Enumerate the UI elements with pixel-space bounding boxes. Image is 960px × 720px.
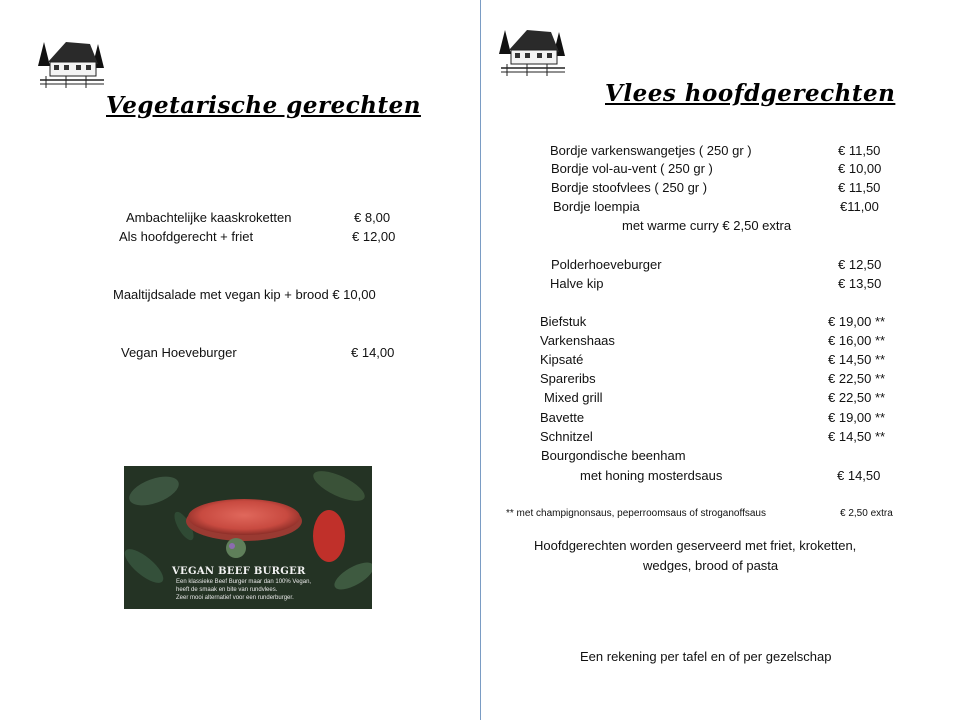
menu-item-name: Ambachtelijke kaaskroketten [126, 210, 292, 225]
menu-item-name: Bordje stoofvlees ( 250 gr ) [551, 180, 708, 195]
menu-item-name: Vegan Hoeveburger [121, 345, 237, 360]
bill-note: Een rekening per tafel en of per gezelschap [580, 649, 832, 664]
menu-item-price: € 12,00 [352, 229, 396, 244]
menu-item-name: Bordje varkenswangetjes ( 250 gr ) [550, 143, 752, 158]
menu-item-price: € 13,50 [838, 276, 882, 291]
menu-item-name: Bavette [540, 410, 585, 425]
sauce-price: € 2,50 extra [840, 508, 893, 519]
menu-item-price: € 12,50 [838, 257, 882, 272]
menu-item-name: Polderhoeveburger [551, 257, 662, 272]
menu-item-name: Bordje loempia [553, 199, 640, 214]
menu-item-price: € 19,00 ** [828, 410, 886, 425]
menu-item-name: Varkenshaas [540, 333, 615, 348]
menu-item-name: Bourgondische beenham [541, 448, 686, 463]
menu-item-name: Schnitzel [540, 429, 593, 444]
menu-item-name: Spareribs [540, 371, 596, 386]
menu-item-name: Biefstuk [540, 314, 587, 329]
menu-item-name: met honing mosterdsaus [580, 468, 723, 483]
page-divider [480, 0, 481, 720]
menu-item-name: Kipsaté [540, 352, 584, 367]
farmhouse-logo-left [36, 36, 106, 94]
photo-caption-line: Een klassieke Beef Burger maar dan 100% Vegan, [176, 579, 312, 585]
photo-heading: VEGAN BEEF BURGER [172, 566, 306, 577]
sauce-note: ** met champignonsaus, peperroomsaus of stroganoffsaus [506, 508, 766, 519]
menu-item-name: Mixed grill [544, 390, 603, 405]
menu-item-price: € 14,50 [837, 468, 881, 483]
menu-item-price: € 14,00 [351, 345, 395, 360]
menu-item-price: € 8,00 [354, 210, 391, 225]
menu-item-name: Maaltijdsalade met vegan kip + brood € 10,00 [113, 287, 376, 302]
vegan-burger-photo [124, 466, 372, 609]
menu-item-price: € 10,00 [838, 161, 882, 176]
menu-item-price: € 11,50 [838, 143, 881, 158]
meat-title: Vlees hoofdgerechten [605, 80, 896, 107]
menu-item-price: € 14,50 ** [828, 352, 886, 367]
photo-caption-line: heeft de smaak en bite van rundvlees. [176, 587, 278, 593]
vegetarian-title: Vegetarische gerechten [106, 92, 421, 119]
menu-item-price: € 22,50 ** [828, 390, 886, 405]
menu-item-price: € 16,00 ** [828, 333, 886, 348]
photo-caption-line: Zeer mooi alternatief voor een runderburger. [176, 595, 294, 601]
farmhouse-logo-right [497, 24, 567, 82]
menu-item-price: €11,00 [840, 199, 879, 214]
served-note: Hoofdgerechten worden geserveerd met friet, kroketten, [534, 538, 857, 553]
menu-item-price: € 14,50 ** [828, 429, 886, 444]
menu-item-name: Halve kip [550, 276, 604, 291]
menu-item-note: met warme curry € 2,50 extra [622, 218, 792, 233]
menu-item-price: € 19,00 ** [828, 314, 886, 329]
served-note: wedges, brood of pasta [643, 558, 779, 573]
menu-item-name: Bordje vol-au-vent ( 250 gr ) [551, 161, 713, 176]
menu-item-name: Als hoofdgerecht + friet [119, 229, 254, 244]
menu-item-price: € 22,50 ** [828, 371, 886, 386]
menu-item-price: € 11,50 [838, 180, 881, 195]
